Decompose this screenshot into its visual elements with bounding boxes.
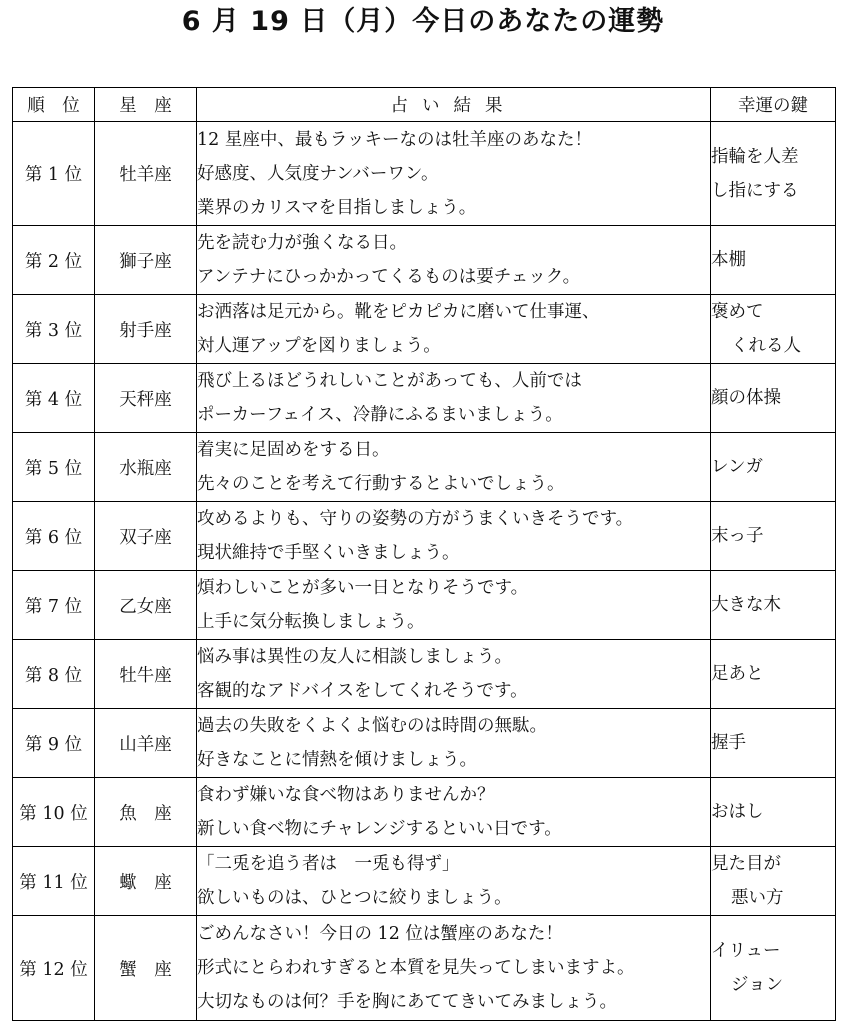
- result-line: 飛び上るほどうれしいことがあっても、人前では: [197, 371, 582, 391]
- result-cell: [197, 709, 711, 778]
- result-line: 食わず嫌いな食べ物はありませんか？: [197, 785, 495, 805]
- result-line: 欲しいものは、ひとつに絞りましょう。: [197, 888, 512, 908]
- sign-cell: 蟹 座: [95, 916, 197, 1021]
- lucky-key-line: レンガ: [711, 457, 764, 477]
- sign-cell: 射手座: [95, 295, 197, 364]
- lucky-key-cell: [711, 295, 836, 364]
- result-line: ポーカーフェイス、冷静にふるまいましょう。: [197, 405, 563, 425]
- rank-cell: 第 4 位: [13, 364, 95, 433]
- result-cell: [197, 778, 711, 847]
- result-line: 好きなことに情熱を傾けましょう。: [197, 750, 477, 770]
- sign-cell: 山羊座: [95, 709, 197, 778]
- lucky-key-line: 悪い方: [731, 888, 784, 908]
- result-cell: [197, 916, 711, 1021]
- result-line: 好感度、人気度ナンバーワン。: [197, 163, 439, 184]
- lucky-key-line: 末っ子: [711, 526, 764, 546]
- lucky-key-line: イリュー: [711, 941, 781, 961]
- table-row: [13, 295, 836, 364]
- rank-cell: 第 8 位: [13, 640, 95, 709]
- result-line: 対人運アップを図りましょう。: [197, 336, 441, 356]
- lucky-key-line: ジョン: [731, 975, 784, 995]
- rank-cell: 第 6 位: [13, 502, 95, 571]
- sign-cell: 魚 座: [95, 778, 197, 847]
- rank-cell: 第 12 位: [13, 916, 95, 1021]
- lucky-key-line: し指にする: [711, 180, 799, 201]
- result-cell: [197, 847, 711, 916]
- result-cell: [197, 502, 711, 571]
- result-line: 先々のことを考えて行動するとよいでしょう。: [197, 474, 565, 494]
- table-row: [13, 916, 836, 1021]
- table-row: [13, 502, 836, 571]
- table-row: [13, 226, 836, 295]
- rank-cell: 第 1 位: [13, 122, 95, 226]
- table-row: [13, 778, 836, 847]
- table-row: [13, 847, 836, 916]
- result-cell: [197, 295, 711, 364]
- result-line: 業界のカリスマを目指しましょう。: [197, 197, 477, 218]
- lucky-key-cell: [711, 571, 836, 640]
- lucky-key-cell: [711, 916, 836, 1021]
- result-line: 新しい食べ物にチャレンジするといい日です。: [197, 819, 562, 839]
- lucky-key-line: おはし: [711, 802, 764, 822]
- result-cell: [197, 364, 711, 433]
- header-result: 占い結果: [197, 88, 711, 122]
- header-rank: 順 位: [13, 88, 95, 122]
- header-row: [13, 88, 836, 122]
- lucky-key-line: 指輪を人差: [711, 146, 799, 167]
- table-row: [13, 433, 836, 502]
- result-line: 煩わしいことが多い一日となりそうです。: [197, 578, 529, 598]
- result-line: 現状維持で手堅くいきましょう。: [197, 543, 460, 563]
- result-line: アンテナにひっかかってくるものは要チェック。: [197, 267, 581, 287]
- result-line: 悩み事は異性の友人に相談しましょう。: [197, 647, 512, 667]
- table-row: [13, 571, 836, 640]
- header-sign: 星 座: [95, 88, 197, 122]
- rank-cell: 第 10 位: [13, 778, 95, 847]
- sign-cell: 獅子座: [95, 226, 197, 295]
- result-line: 大切なものは何？手を胸にあててきいてみましょう。: [197, 992, 617, 1012]
- result-line: 「二兎を追う者は 一兎も得ず」: [197, 854, 460, 874]
- result-line: 客観的なアドバイスをしてくれそうです。: [197, 681, 528, 701]
- result-line: 攻めるよりも、守りの姿勢の方がうまくいきそうです。: [197, 509, 634, 529]
- result-line: ごめんなさい！今日の 12 位は蟹座のあなた！: [197, 924, 563, 944]
- lucky-key-cell: [711, 709, 836, 778]
- lucky-key-line: 顔の体操: [711, 388, 781, 408]
- lucky-key-cell: [711, 778, 836, 847]
- rank-cell: 第 5 位: [13, 433, 95, 502]
- lucky-key-cell: [711, 122, 836, 226]
- lucky-key-line: 握手: [711, 733, 746, 753]
- result-line: 12 星座中、最もラッキーなのは牡羊座のあなた！: [197, 129, 592, 150]
- fortune-table: [12, 87, 836, 1021]
- sign-cell: 蠍 座: [95, 847, 197, 916]
- lucky-key-cell: [711, 640, 836, 709]
- page-title: 6 月 19 日（月）今日のあなたの運勢: [181, 6, 665, 37]
- lucky-key-cell: [711, 502, 836, 571]
- rank-cell: 第 7 位: [13, 571, 95, 640]
- lucky-key-line: 大きな木: [711, 595, 781, 615]
- sign-cell: 牡牛座: [95, 640, 197, 709]
- result-line: 先を読む力が強くなる日。: [197, 233, 407, 253]
- lucky-key-cell: [711, 364, 836, 433]
- table-row: [13, 640, 836, 709]
- lucky-key-cell: [711, 226, 836, 295]
- result-line: 形式にとらわれすぎると本質を見失ってしまいますよ。: [197, 958, 635, 978]
- lucky-key-line: 足あと: [711, 664, 764, 684]
- result-line: お洒落は足元から。靴をピカピカに磨いて仕事運、: [197, 302, 600, 322]
- sign-cell: 水瓶座: [95, 433, 197, 502]
- sign-cell: 牡羊座: [95, 122, 197, 226]
- sign-cell: 双子座: [95, 502, 197, 571]
- sign-cell: 天秤座: [95, 364, 197, 433]
- result-cell: [197, 122, 711, 226]
- lucky-key-line: くれる人: [731, 336, 801, 356]
- result-line: 着実に足固めをする日。: [197, 440, 390, 460]
- header-lucky-key: 幸運の鍵: [711, 88, 836, 122]
- result-cell: [197, 433, 711, 502]
- result-cell: [197, 226, 711, 295]
- table-row: [13, 364, 836, 433]
- result-line: 過去の失敗をくよくよ悩むのは時間の無駄。: [197, 716, 547, 736]
- rank-cell: 第 3 位: [13, 295, 95, 364]
- rank-cell: 第 11 位: [13, 847, 95, 916]
- sign-cell: 乙女座: [95, 571, 197, 640]
- rank-cell: 第 2 位: [13, 226, 95, 295]
- result-cell: [197, 571, 711, 640]
- table-row: [13, 122, 836, 226]
- lucky-key-line: 見た目が: [711, 854, 781, 874]
- lucky-key-line: 褒めて: [711, 302, 764, 322]
- result-line: 上手に気分転換しましょう。: [197, 612, 425, 632]
- lucky-key-cell: [711, 433, 836, 502]
- rank-cell: 第 9 位: [13, 709, 95, 778]
- lucky-key-cell: [711, 847, 836, 916]
- result-cell: [197, 640, 711, 709]
- lucky-key-line: 本棚: [711, 250, 746, 270]
- fortune-rows: [13, 122, 836, 1021]
- table-row: [13, 709, 836, 778]
